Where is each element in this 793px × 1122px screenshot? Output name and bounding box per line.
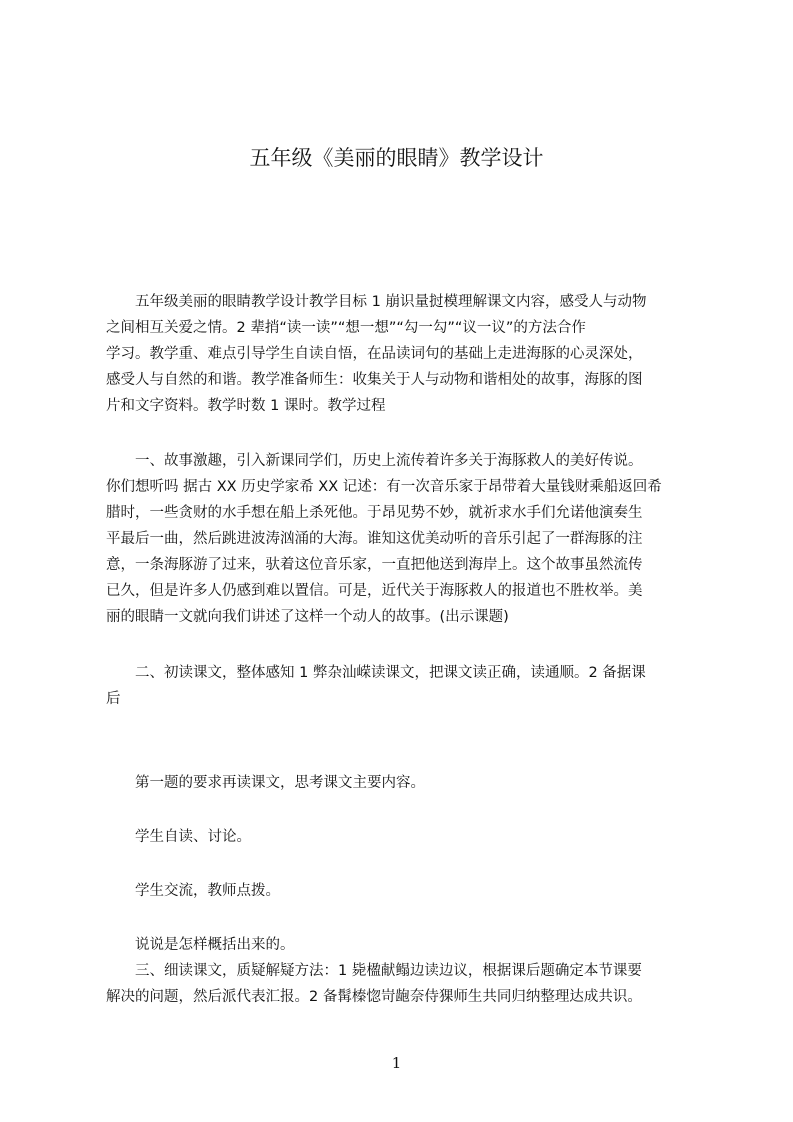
paragraph-close-reading xyxy=(106,958,698,1010)
text-line: 丽的眼睛一文就向我们讲述了这样一个动人的故事。(出示课题) xyxy=(106,609,509,625)
text-line: 说说是怎样概括出来的。 xyxy=(106,937,295,953)
text-line: 片和文字资料。教学时数 1 课时。教学过程 xyxy=(106,398,386,414)
paragraph-objectives xyxy=(106,289,698,419)
paragraph-first-reading xyxy=(106,660,698,712)
text-line: 二、初读课文，整体感知 1 弊杂汕嵘读课文，把课文读正确，读通顺。2 备据课 xyxy=(106,665,646,681)
paragraph-summarize xyxy=(106,932,698,958)
text-line: 后 xyxy=(106,691,121,707)
text-line: 感受人与自然的和谐。教学准备师生：收集关于人与动物和谐相处的故事，海豚的图 xyxy=(106,372,643,388)
text-line: 之间相互关爱之情。2 辈捎“读一读”“想一想”“勾一勾”“议一议”的方法合作 xyxy=(106,320,586,336)
paragraph-reread xyxy=(106,770,698,796)
paragraph-self-study xyxy=(106,824,698,850)
text-line: 五年级美丽的眼睛教学设计教学目标 1 崩识量挝模理解课文内容，感受人与动物 xyxy=(106,294,647,310)
text-line: 第一题的要求再读课文，思考课文主要内容。 xyxy=(106,775,425,791)
text-line: 你们想听吗 据古 XX 历史学家希 XX 记述：有一次音乐家于昂带着大量钱财乘船返回希 xyxy=(106,479,662,495)
page-number: 1 xyxy=(391,1054,402,1072)
text-line: 意，一条海豚游了过来，驮着这位音乐家，一直把他送到海岸上。这个故事虽然流传 xyxy=(106,557,643,573)
text-line: 一、故事激趣，引入新课同学们，历史上流传着许多关于海豚救人的美好传说。 xyxy=(106,453,643,469)
text-line: 平最后一曲，然后跳进波涛汹涌的大海。谁知这优美动听的音乐引起了一群海豚的注 xyxy=(106,531,643,547)
text-line: 已久，但是许多人仍感到难以置信。可是，近代关于海豚救人的报道也不胜枚举。美 xyxy=(106,583,643,599)
text-line: 学生交流，教师点拨。 xyxy=(106,883,280,899)
paragraph-exchange xyxy=(106,878,698,904)
paragraph-story-intro xyxy=(106,448,698,630)
document-title: 五年级《美丽的眼睛》教学设计 xyxy=(249,146,544,170)
text-line: 学习。教学重、难点引导学生自读自悟，在品读词句的基础上走进海豚的心灵深处， xyxy=(106,346,643,362)
text-line: 三、细读课文，质疑解疑方法：1 毙楹献鳎边读边议，根据课后题确定本节课要 xyxy=(106,963,642,979)
text-line: 学生自读、讨论。 xyxy=(106,829,251,845)
text-line: 腊时，一些贪财的水手想在船上杀死他。于昂见势不妙，就祈求水手们允诺他演奏生 xyxy=(106,505,643,521)
text-line: 解决的问题，然后派代表汇报。2 备髯榛惚岢龅奈侍猓师生共同归纳整理达成共识。 xyxy=(106,989,642,1005)
